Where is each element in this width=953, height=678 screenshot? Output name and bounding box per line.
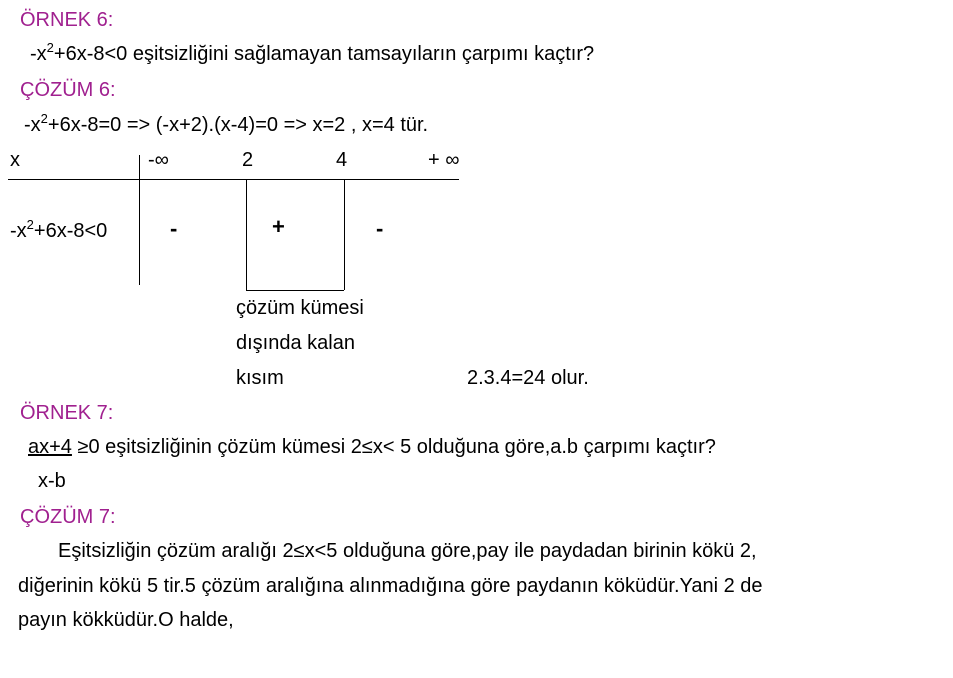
- sign-table-x-label: x: [10, 149, 20, 171]
- question-7-post: ≥0 eşitsizliğinin çözüm kümesi 2≤x< 5 olduğuna göre,a.b çarpımı kaçtır?: [71, 436, 716, 458]
- solution-7-line-1: Eşitsizliğin çözüm aralığı 2≤x<5 olduğuna göre,pay ile paydadan birinin kökü 2,: [58, 540, 757, 562]
- solution-7-heading: ÇÖZÜM 7:: [20, 506, 116, 528]
- sign-minus-right: -: [376, 216, 384, 241]
- solution-6-exponent: 2: [40, 111, 48, 126]
- row-label-pre: -x: [10, 220, 27, 242]
- sign-table-point-pos-inf: + ∞: [428, 149, 460, 171]
- row-label-post: +6x-8<0: [33, 220, 108, 242]
- solution-6-heading: ÇÖZÜM 6:: [20, 79, 116, 101]
- sign-table-row-label: [10, 219, 107, 243]
- solution-interval-bracket: [246, 290, 344, 291]
- sign-table-root-2-line: [246, 180, 247, 290]
- note-line-1: çözüm kümesi: [236, 297, 364, 319]
- solution-6-factorization: [24, 113, 428, 137]
- sign-table-point-4: 4: [336, 149, 348, 171]
- example-6-heading: ÖRNEK 6:: [20, 9, 114, 31]
- sign-minus-left: -: [170, 216, 178, 241]
- question-6-pre: -x: [30, 43, 47, 65]
- row-label-exponent: 2: [26, 217, 34, 232]
- fraction-numerator: ax+4: [28, 436, 72, 458]
- question-6-exponent: 2: [46, 40, 54, 55]
- sign-table-point-neg-inf: -∞: [148, 149, 169, 171]
- note-line-2: dışında kalan: [236, 332, 355, 354]
- note-line-3: kısım: [236, 367, 284, 389]
- sign-plus-middle: +: [272, 214, 285, 239]
- solution-6-pre: -x: [24, 114, 41, 136]
- example-7-question: [28, 435, 716, 459]
- sign-table-label-divider: [139, 155, 140, 285]
- solution-7-line-3: payın kökküdür.O halde,: [18, 609, 234, 631]
- sign-table-point-2: 2: [242, 149, 254, 171]
- product-result: 2.3.4=24 olur.: [467, 367, 589, 389]
- solution-6-post: +6x-8=0 => (-x+2).(x-4)=0 => x=2 , x=4 tür.: [47, 114, 429, 136]
- example-7-heading: ÖRNEK 7:: [20, 402, 114, 424]
- sign-table-root-4-line: [344, 180, 345, 290]
- solution-7-line-2: diğerinin kökü 5 tir.5 çözüm aralığına alınmadığına göre paydanın köküdür.Yani 2 de: [18, 575, 763, 597]
- sign-table-header-rule: [8, 179, 459, 180]
- fraction-denominator: x-b: [38, 470, 66, 492]
- question-6-post: +6x-8<0 eşitsizliğini sağlamayan tamsayıların çarpımı kaçtır?: [53, 43, 595, 65]
- example-6-question: [30, 42, 594, 66]
